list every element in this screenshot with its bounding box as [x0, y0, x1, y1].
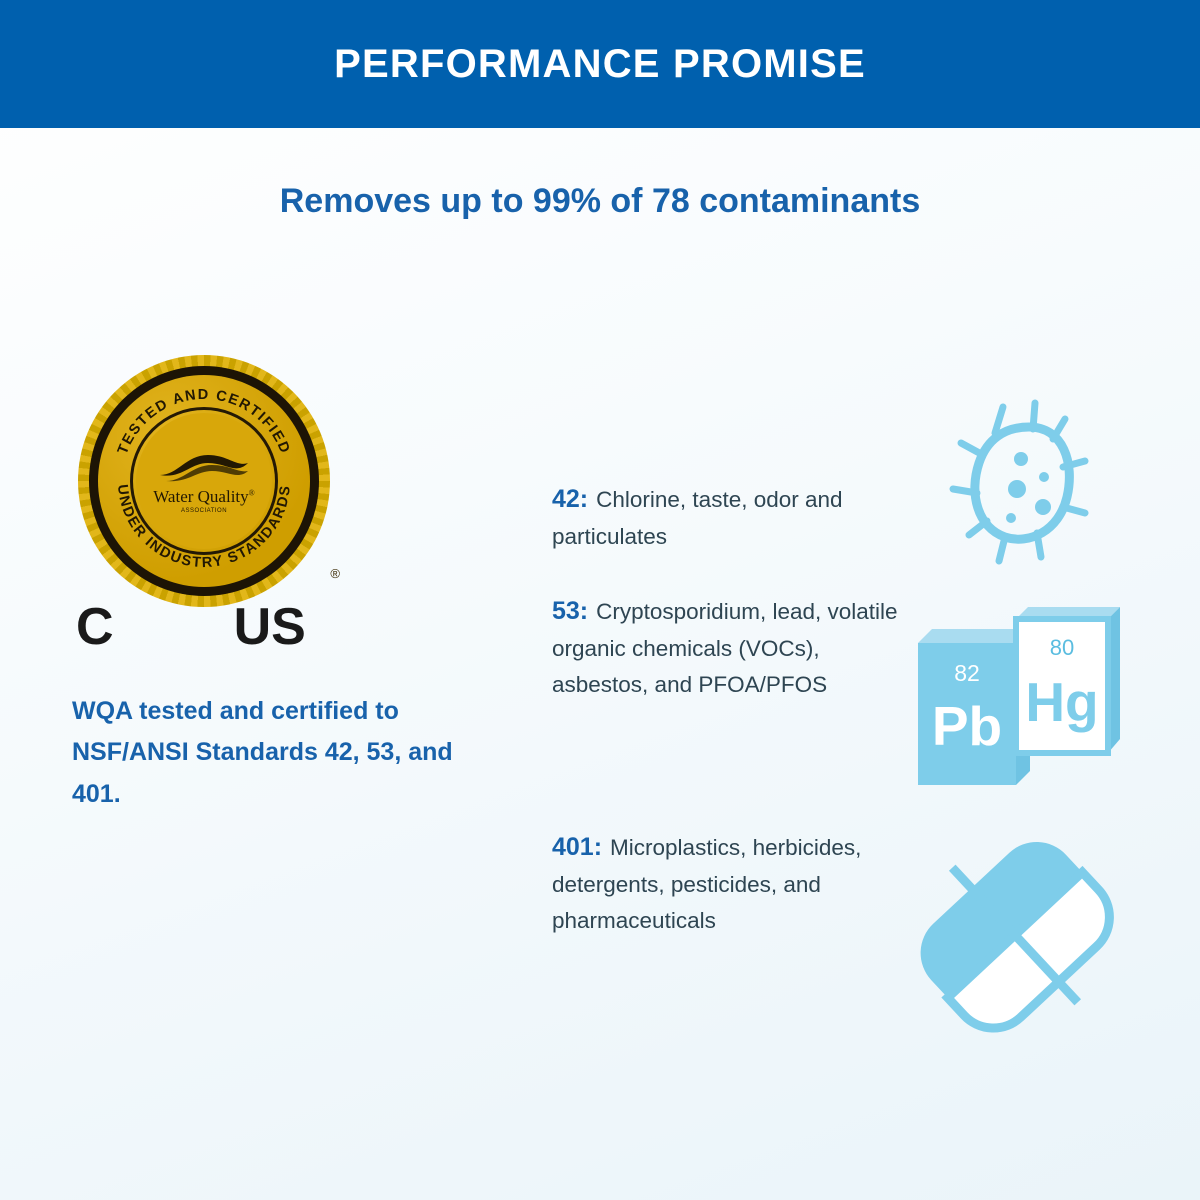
standard-description: Chlorine, taste, odor and particulates [552, 487, 843, 549]
element-blocks-icon [908, 603, 1123, 813]
certification-column [0, 270, 500, 1013]
bacteria-icon [925, 385, 1105, 585]
standard-text [500, 797, 900, 939]
svg-text:80: 80 [1049, 635, 1074, 660]
seal-brand-text: Water Quality® [153, 486, 255, 506]
seal-arc-top-text: TESTED AND CERTIFIED [114, 386, 294, 457]
certification-caption: WQA tested and certified to NSF/ANSI Standards 42, 53, and 401. [72, 697, 453, 808]
seal-brand-subtext: ASSOCIATION [180, 507, 228, 514]
standard-number: 53: [552, 597, 589, 625]
standard-icon-slot [900, 581, 1130, 813]
standard-text [500, 581, 900, 703]
wqa-seal-block [72, 355, 462, 815]
main-content [0, 270, 1200, 1013]
standard-row [500, 797, 1200, 1013]
seal-arc-text [78, 355, 330, 607]
standards-column [500, 270, 1200, 1013]
standard-icon-slot [900, 797, 1130, 1035]
c-mark: C [76, 598, 114, 656]
standard-row [500, 581, 1200, 797]
standard-row [500, 365, 1200, 581]
seal-arc-bottom-text: UNDER INDUSTRY STANDARDS [113, 483, 295, 572]
svg-text:Hg: Hg [1024, 671, 1099, 733]
subtitle-container [0, 182, 1200, 221]
wqa-seal-icon [78, 355, 340, 607]
standard-text [500, 365, 900, 555]
us-mark: US [233, 598, 306, 656]
subtitle: Removes up to 99% of 78 contaminants [279, 182, 921, 220]
page-title: PERFORMANCE PROMISE [334, 41, 866, 86]
svg-text:82: 82 [953, 660, 980, 686]
registered-trademark-mark: ® [330, 566, 340, 581]
standard-number: 42: [552, 485, 589, 513]
standard-description: Cryptosporidium, lead, volatile organic chemicals (VOCs), asbestos, and PFOA/PFOS [552, 599, 898, 697]
standard-description: Microplastics, herbicides, detergents, pesticides, and pharmaceuticals [552, 835, 862, 933]
svg-text:Pb: Pb [931, 695, 1002, 757]
element-block-hg [1016, 607, 1120, 753]
standard-number: 401: [552, 833, 603, 861]
standard-icon-slot [900, 365, 1130, 585]
page-header [0, 0, 1200, 128]
capsule-pill-icon [915, 835, 1115, 1035]
